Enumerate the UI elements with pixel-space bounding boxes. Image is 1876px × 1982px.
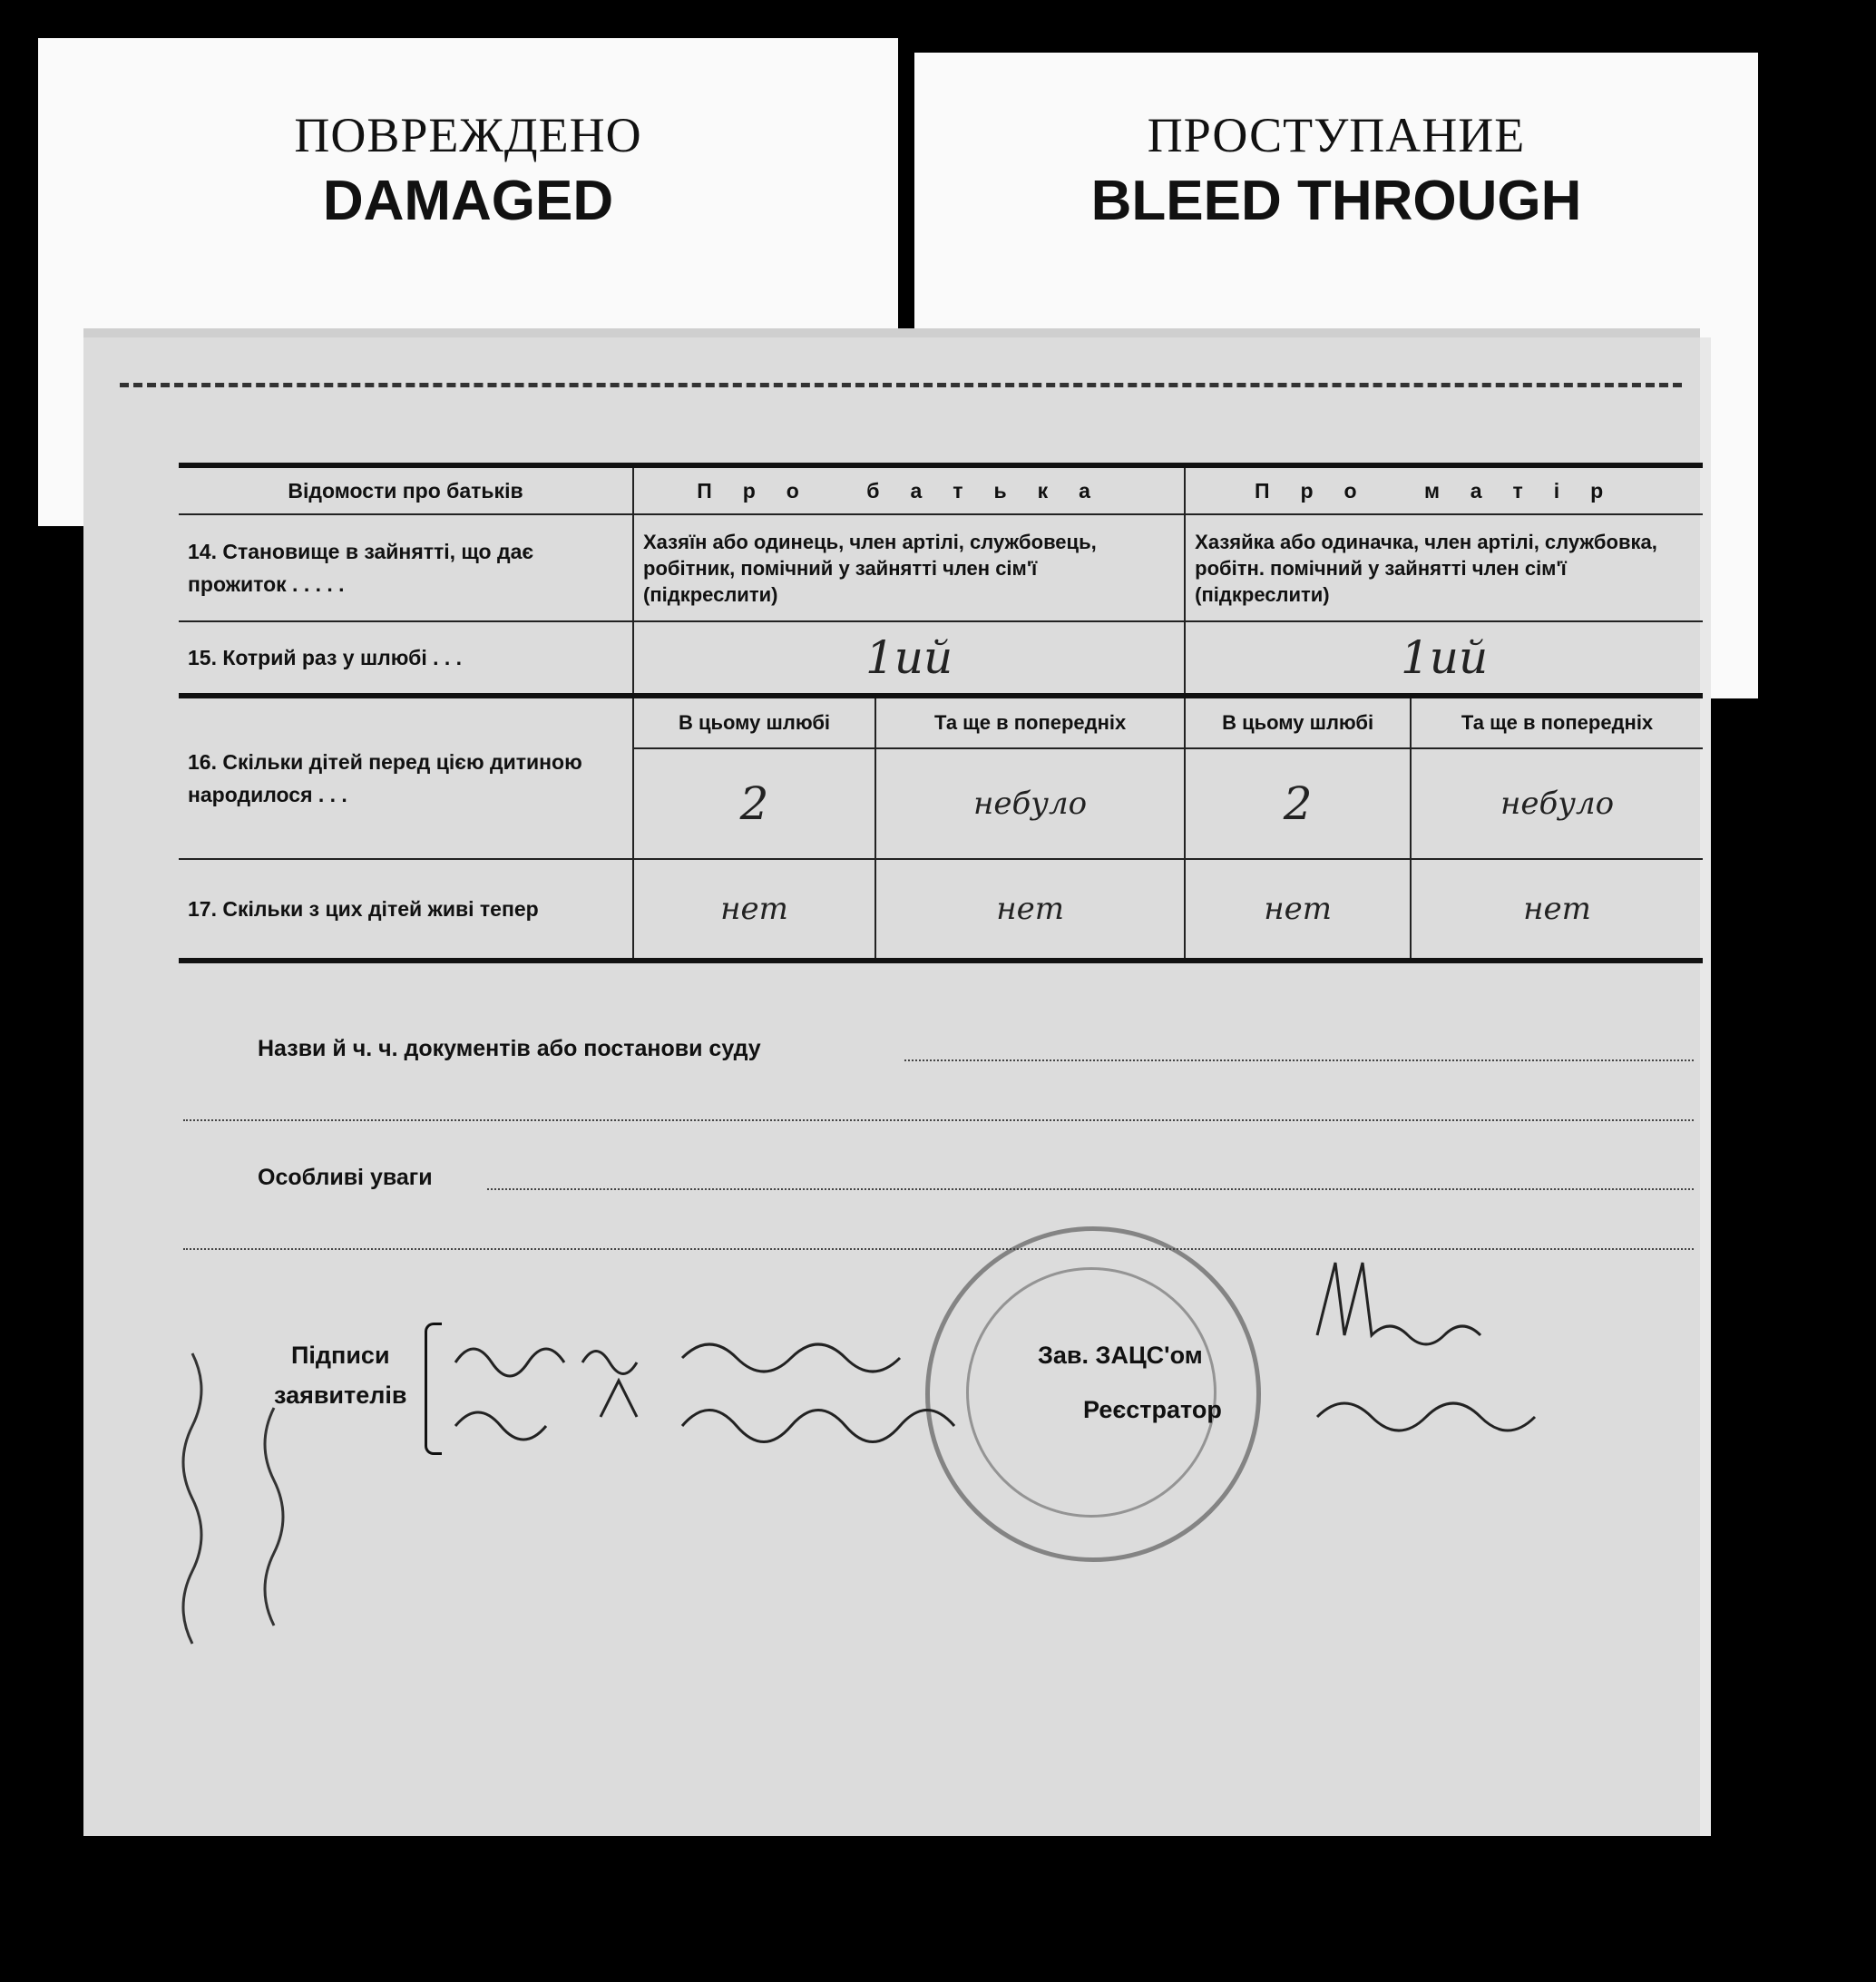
perforation-line xyxy=(120,383,1682,387)
subheader-mother-prev: Та ще в попередніх xyxy=(1411,696,1703,748)
row15-mother-value: 1ий xyxy=(1185,621,1703,696)
header-mother: Про матір xyxy=(1254,478,1635,503)
documents-dotted-line xyxy=(904,1059,1694,1061)
row17-mother-this: нет xyxy=(1185,859,1411,961)
documents-label: Назви й ч. ч. документів або постанови суду xyxy=(258,1036,761,1061)
signatures-label-line2: заявителів xyxy=(274,1382,407,1409)
subheader-father-prev: Та ще в попередніх xyxy=(875,696,1185,748)
bleed-through-flag-en: BLEED THROUGH xyxy=(1090,170,1582,232)
row16-mother-prev: небуло xyxy=(1411,748,1703,859)
row16-mother-this: 2 xyxy=(1185,748,1411,859)
subheader-father-this: В цьому шлюбі xyxy=(633,696,875,748)
remarks-label: Особливі уваги xyxy=(258,1165,433,1190)
row17-father-this: нет xyxy=(633,859,875,961)
row17-mother-prev: нет xyxy=(1411,859,1703,961)
damaged-flag-ru: ПОВРЕЖДЕНО xyxy=(294,108,642,162)
row14-mother-options: Хазяйка або одиначка, член артілі, службовка, робітн. помічний у зайнятті член сім'ї (підкреслити) xyxy=(1185,514,1703,621)
row16-father-prev: небуло xyxy=(875,748,1185,859)
header-father: Про батька xyxy=(697,478,1121,503)
bleed-through-flag-ru: ПРОСТУПАНИЕ xyxy=(1147,108,1526,162)
signatures-label-line1: Підписи xyxy=(290,1342,390,1369)
signatures-brace xyxy=(425,1323,442,1455)
row17-father-prev: нет xyxy=(875,859,1185,961)
document-sheet xyxy=(83,337,1700,1836)
row17-label: 17. Скільки з цих дітей живі тепер xyxy=(179,859,633,961)
applicant-signatures-scribble xyxy=(446,1326,1136,1471)
row15-label: 15. Котрий раз у шлюбі . . . xyxy=(179,621,633,696)
row15-father-value: 1ий xyxy=(633,621,1185,696)
documents-dotted-line-2 xyxy=(183,1119,1694,1121)
row16-label: 16. Скільки дітей перед цією дитиною народилося . . . xyxy=(179,696,633,859)
row14-label: 14. Становище в зайнятті, що дає прожиток . . . . . xyxy=(179,514,633,621)
head-zags-label: Зав. ЗАЦС'ом xyxy=(1038,1342,1203,1369)
header-col-label: Відомости про батьків xyxy=(179,465,633,514)
parents-info-table xyxy=(179,463,1703,963)
subheader-mother-this: В цьому шлюбі xyxy=(1185,696,1411,748)
row16-father-this: 2 xyxy=(633,748,875,859)
official-signatures-scribble xyxy=(1299,1245,1571,1444)
margin-note-scribble xyxy=(138,1281,356,1662)
row14-father-options: Хазяїн або одинець, член артілі, службовець, робітник, помічний у зайнятті член сім'ї (підкреслити) xyxy=(633,514,1185,621)
damaged-flag-en: DAMAGED xyxy=(322,170,614,232)
registrar-label: Реєстратор xyxy=(1083,1396,1222,1423)
remarks-dotted-line xyxy=(487,1188,1694,1190)
